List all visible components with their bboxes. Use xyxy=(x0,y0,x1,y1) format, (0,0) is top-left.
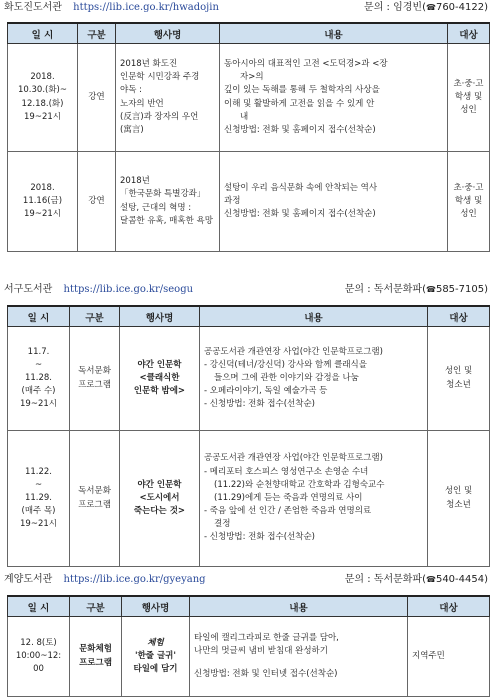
type-line: 프로그램 xyxy=(79,657,112,668)
target-line: 성인 및 xyxy=(444,366,473,377)
target-cell xyxy=(408,617,490,697)
table-row xyxy=(8,617,490,697)
phone-icon: ☎ xyxy=(425,575,436,584)
date-cell xyxy=(8,617,70,697)
date-line: 2018. xyxy=(30,182,55,193)
content-line: (11.22)와 순천향대학교 간호학과 김형숙교수 xyxy=(214,479,385,490)
content-line: - 오페라이야기, 독일 예술가곡 등 xyxy=(204,386,328,397)
content-cell xyxy=(200,327,428,431)
date-cell xyxy=(8,327,70,431)
header-content: 내용 xyxy=(200,306,428,327)
date-line: 11.29. xyxy=(24,492,53,503)
content-line: 이해 및 활발하게 고전을 읽을 수 있게 안 xyxy=(224,98,375,109)
contact-label: 문의 : 임경빈( xyxy=(364,2,426,13)
date-cell xyxy=(8,44,78,152)
event-line: 인문학 시민강좌 주경 xyxy=(120,72,200,83)
content-line: 자>의 xyxy=(240,72,264,83)
table-header-row xyxy=(8,23,490,44)
phone-icon: ☎ xyxy=(425,285,436,294)
date-cell xyxy=(8,431,70,567)
date-line: ~ xyxy=(34,359,43,370)
target-line: 청소년 xyxy=(446,379,471,390)
date-line: 11.16(금) xyxy=(22,195,63,206)
date-line: 19~21시 xyxy=(24,209,61,220)
event-line: 야독 : xyxy=(120,85,142,96)
event-line: 「한국문화 특별강좌」 xyxy=(120,189,206,200)
event-line: (寓言) xyxy=(120,124,144,135)
event-cell xyxy=(120,431,200,567)
target-line: 학생 및 xyxy=(454,91,483,102)
header-content: 내용 xyxy=(190,596,408,617)
type-line: 프로그램 xyxy=(78,499,111,510)
library-url-link[interactable]: https://lib.ice.go.kr/seogu xyxy=(63,284,194,295)
event-line: 죽는다는 것> xyxy=(133,506,186,517)
content-line: 설탕이 우리 음식문화 속에 안착되는 역사 xyxy=(224,182,378,193)
content-line: 신청방법: 전화 및 홈페이지 접수(선착순) xyxy=(224,124,376,135)
header-date: 일 시 xyxy=(8,23,78,44)
event-line: 설탕, 근대의 혁명 : xyxy=(120,202,192,213)
event-line: '한줄 글귀' xyxy=(134,650,176,661)
table-header-row xyxy=(8,306,490,327)
program-table-gyeyang xyxy=(7,595,490,697)
date-line: (매주 목) xyxy=(21,506,56,517)
contact-info xyxy=(345,572,488,588)
target-line: 성인 xyxy=(460,209,477,220)
content-line: 공공도서관 개관연장 사업(야간 인문학프로그램) xyxy=(204,453,383,464)
content-line: 들으며 그에 관한 이야기와 감정을 나눔 xyxy=(214,372,359,383)
header-type: 구분 xyxy=(70,596,122,617)
type-cell xyxy=(70,327,120,431)
header-content: 내용 xyxy=(220,23,448,44)
header-event: 행사명 xyxy=(122,596,190,617)
type-cell xyxy=(70,431,120,567)
event-line: <클래식한 xyxy=(139,372,180,383)
table-row xyxy=(8,44,490,152)
date-line: 2018. xyxy=(30,72,55,83)
content-spacer xyxy=(194,658,403,668)
date-line: 00 xyxy=(33,664,44,675)
date-line: 19~21시 xyxy=(20,519,57,530)
content-cell xyxy=(200,431,428,567)
content-line: - 메리포터 호스피스 영성연구소 손영순 수녀 xyxy=(204,466,369,477)
header-target: 대상 xyxy=(448,23,490,44)
library-name: 서구도서관 xyxy=(4,284,53,295)
event-cell xyxy=(116,44,220,152)
target-line: 청소년 xyxy=(446,499,471,510)
content-cell xyxy=(220,44,448,152)
date-line: 12. 8(토) xyxy=(20,637,57,648)
date-line: 10:00~12: xyxy=(15,650,62,661)
library-url-link[interactable]: https://lib.ice.go.kr/gyeyang xyxy=(63,574,206,585)
program-table-hwadojin xyxy=(7,22,490,252)
target-cell xyxy=(428,431,490,567)
event-line: (反言)과 장자의 우언 xyxy=(120,111,199,122)
content-line: 타일에 캘리그라피로 한줄 글귀를 담아, xyxy=(194,632,339,643)
phone-number: 585-7105) xyxy=(435,284,488,295)
type-line: 문화체험 xyxy=(79,644,112,655)
type-line: 독서문화 xyxy=(78,486,111,497)
event-line: 야간 인문학 xyxy=(137,359,182,370)
event-cell xyxy=(120,327,200,431)
target-cell xyxy=(448,152,490,252)
table-row xyxy=(8,152,490,252)
header-type: 구분 xyxy=(70,306,120,327)
table-header-row xyxy=(8,596,490,617)
header-event: 행사명 xyxy=(116,23,220,44)
type-line: 프로그램 xyxy=(78,379,111,390)
library-name: 화도진도서관 xyxy=(4,2,62,13)
content-line: 깊이 있는 독해를 통해 두 철학자의 사상을 xyxy=(224,85,380,96)
phone-number: 540-4454) xyxy=(435,574,488,585)
header-event: 행사명 xyxy=(120,306,200,327)
phone-number: 760-4122) xyxy=(435,2,488,13)
date-line: 11.7. xyxy=(27,346,50,357)
contact-info xyxy=(345,282,488,298)
target-cell xyxy=(448,44,490,152)
content-line: (11.29)에게 듣는 죽음과 연명의료 사이 xyxy=(214,492,363,503)
content-line: 신청방법: 전화 및 홈페이지 접수(선착순) xyxy=(224,209,376,220)
header-target: 대상 xyxy=(428,306,490,327)
target-line: 지역주민 xyxy=(412,650,445,661)
library-name: 계양도서관 xyxy=(4,574,53,585)
date-line: 11.28. xyxy=(24,372,53,383)
contact-label: 문의 : 독서문화파( xyxy=(344,574,426,585)
content-line: 신청방법: 전화 및 인터넷 접수(선착순) xyxy=(194,669,338,680)
program-table-seogu xyxy=(7,305,490,567)
content-line: - 강신덕(테너/강신덕) 강사와 함께 클래식을 xyxy=(204,359,367,370)
content-line: - 죽음 앞에 선 인간 / 존엄한 죽음과 연명의료 xyxy=(204,506,372,517)
event-line: 체험 xyxy=(147,637,164,648)
event-line: 2018년 화도진 xyxy=(120,58,178,69)
date-line: 11.22. xyxy=(24,466,53,477)
library-header-hwadojin xyxy=(4,0,488,16)
content-line: - 신청방법: 전화 접수(선착순) xyxy=(204,399,315,410)
target-cell xyxy=(428,327,490,431)
event-cell xyxy=(116,152,220,252)
library-header-seogu xyxy=(4,282,488,298)
content-line: 과정 xyxy=(224,195,241,206)
date-line: (매주 수) xyxy=(21,386,56,397)
contact-label: 문의 : 독서문화파( xyxy=(344,284,426,295)
date-line: ~ xyxy=(34,479,43,490)
target-line: 성인 및 xyxy=(444,486,473,497)
event-line: <도시에서 xyxy=(139,492,180,503)
content-line: 결정 xyxy=(214,519,231,530)
type-cell: 강연 xyxy=(78,152,116,252)
event-line: 달콤한 유혹, 매혹한 욕망 xyxy=(120,215,213,226)
date-line: 10.30.(화)~ xyxy=(17,85,67,96)
phone-icon: ☎ xyxy=(425,3,436,12)
target-line: 학생 및 xyxy=(454,195,483,206)
event-line: 인문학 밤에> xyxy=(133,386,186,397)
content-line: - 신청방법: 전화 접수(선착순) xyxy=(204,532,315,543)
date-line: 12.18.(화) xyxy=(21,98,64,109)
header-target: 대상 xyxy=(408,596,490,617)
event-cell xyxy=(122,617,190,697)
type-line: 독서문화 xyxy=(78,366,111,377)
header-type: 구분 xyxy=(78,23,116,44)
date-line: 19~21시 xyxy=(20,399,57,410)
content-line: 나만의 멋글씨 냄비 받침대 완성하기 xyxy=(194,645,328,656)
content-line: 내 xyxy=(240,111,249,122)
target-line: 성인 xyxy=(460,105,477,116)
content-line: 공공도서관 개관연장 사업(야간 인문학프로그램) xyxy=(204,346,383,357)
event-line: 2018년 xyxy=(120,176,150,187)
target-line: 초·중·고 xyxy=(453,78,484,89)
library-url-link[interactable]: https://lib.ice.go.kr/hwadojin xyxy=(73,2,219,13)
content-cell xyxy=(220,152,448,252)
table-row xyxy=(8,431,490,567)
table-row xyxy=(8,327,490,431)
library-header-gyeyang xyxy=(4,572,488,588)
event-line: 타일에 담기 xyxy=(133,664,178,675)
header-date: 일 시 xyxy=(8,596,70,617)
content-line: 동아시아의 대표적인 고전 <도덕경>과 <장 xyxy=(224,58,388,69)
event-line: 야간 인문학 xyxy=(137,479,182,490)
target-line: 초·중·고 xyxy=(453,182,484,193)
date-line: 19~21시 xyxy=(24,111,61,122)
header-date: 일 시 xyxy=(8,306,70,327)
type-cell: 강연 xyxy=(78,44,116,152)
event-line: 노자의 반언 xyxy=(120,98,164,109)
content-cell xyxy=(190,617,408,697)
type-cell xyxy=(70,617,122,697)
contact-info xyxy=(364,0,488,16)
date-cell xyxy=(8,152,78,252)
